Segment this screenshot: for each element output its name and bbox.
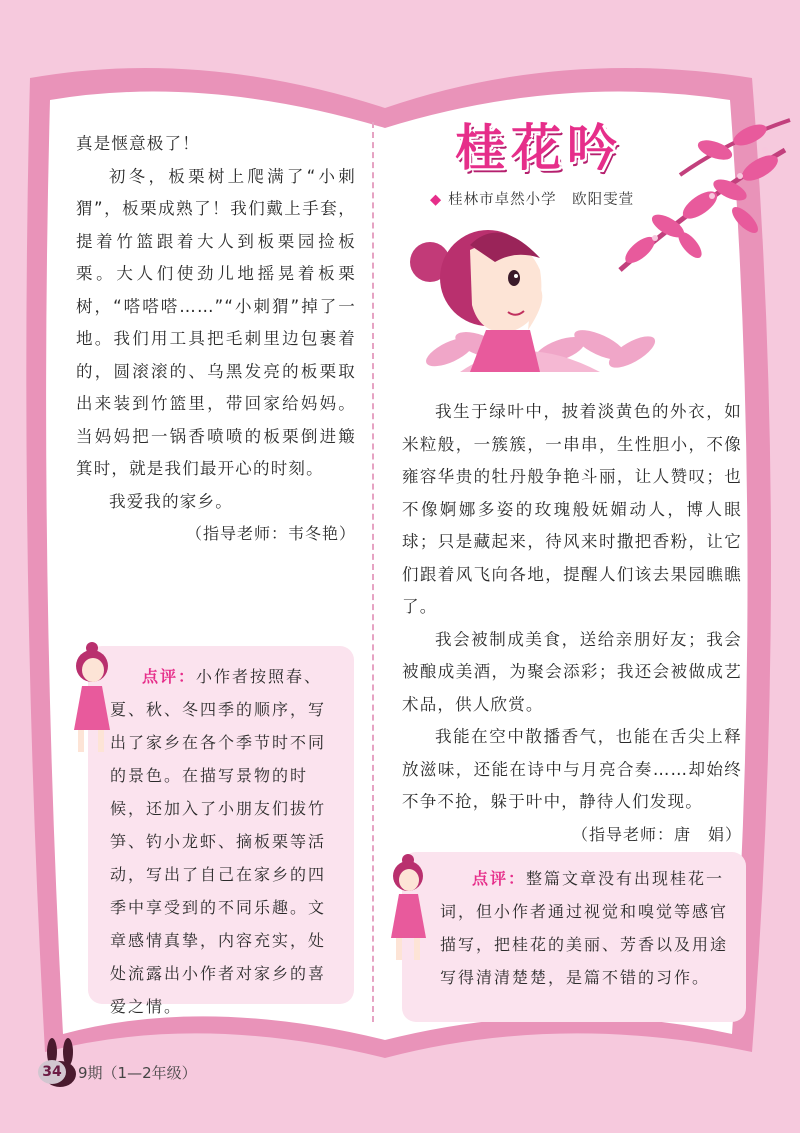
left-paragraph: 初冬，板栗树上爬满了“小刺猬”，板栗成熟了！我们戴上手套，提着竹篮跟着大人到板栗园捡板栗。大人们使劲儿地摇晃着板栗树，“嗒嗒嗒……”“小刺猬”掉了一地。我们用工具把毛刺里边包裹着的，圆滚滚的、乌黑发亮的板栗取出来装到竹篮里，带回家给妈妈。当妈妈把一锅香喷喷的板栗倒进簸箕时，就是我们最开心的时刻。 (76, 166, 356, 478)
comment-label: 点评： (472, 869, 527, 888)
byline-text: 桂林市卓然小学 欧阳雯萱 (448, 192, 635, 208)
right-teacher-credit: （指导老师：唐 娟） (571, 824, 742, 844)
left-paragraph: 真是惬意极了！ (76, 134, 200, 153)
right-column (402, 396, 742, 851)
article-title: 桂花吟 (455, 118, 623, 177)
right-paragraph: 我会被制成美食，送给亲朋好友；我会被酿成美酒，为聚会添彩；我还会被做成艺术品，供人欣赏。 (402, 629, 742, 714)
comment-text: 整篇文章没有出现桂花一词，但小作者通过视觉和嗅觉等感官描写，把桂花的美丽、芳香以及用途写得清清楚楚，是篇不错的习作。 (440, 869, 729, 987)
article-byline (430, 188, 634, 209)
right-paragraph: 我能在空中散播香气，也能在舌尖上释放滋味，还能在诗中与月亮合奏……却始终不争不抢，躲于叶中，静待人们发现。 (402, 727, 742, 811)
right-paragraph: 我生于绿叶中，披着淡黄色的外衣，如米粒般，一簇簇，一串串，生性胆小，不像雍容华贵的牡丹般争艳斗丽，让人赞叹；也不像婀娜多姿的玫瑰般妩媚动人，博人眼球；只是藏起来，待风来时撒把香粉，让它们跟着风飞向各地，提醒人们该去果园瞧瞧了。 (402, 402, 742, 616)
page-number: 34 (38, 1060, 66, 1084)
column-divider (372, 122, 374, 1022)
comment-text: 小作者按照春、夏、秋、冬四季的顺序，写出了家乡在各个季节时不同的景色。在描写景物的时候，还加入了小朋友们拔竹笋、钓小龙虾、摘板栗等活动，写出了自己在家乡的四季中享受到的不同乐趣。文章感情真挚，内容充实，处处流露出小作者对家乡的喜爱之情。 (110, 667, 327, 1016)
footer (30, 1060, 197, 1084)
issue-label: 9期（1—2年级） (78, 1063, 197, 1082)
left-paragraph: 我爱我的家乡。 (109, 491, 233, 511)
diamond-bullet-icon: ◆ (430, 192, 443, 208)
left-teacher-credit: （指导老师：韦冬艳） (185, 524, 356, 543)
girl-mascot-icon (386, 852, 436, 970)
left-comment (110, 660, 342, 1023)
right-comment (440, 862, 736, 994)
left-column (76, 128, 356, 550)
comment-label: 点评： (142, 667, 197, 686)
